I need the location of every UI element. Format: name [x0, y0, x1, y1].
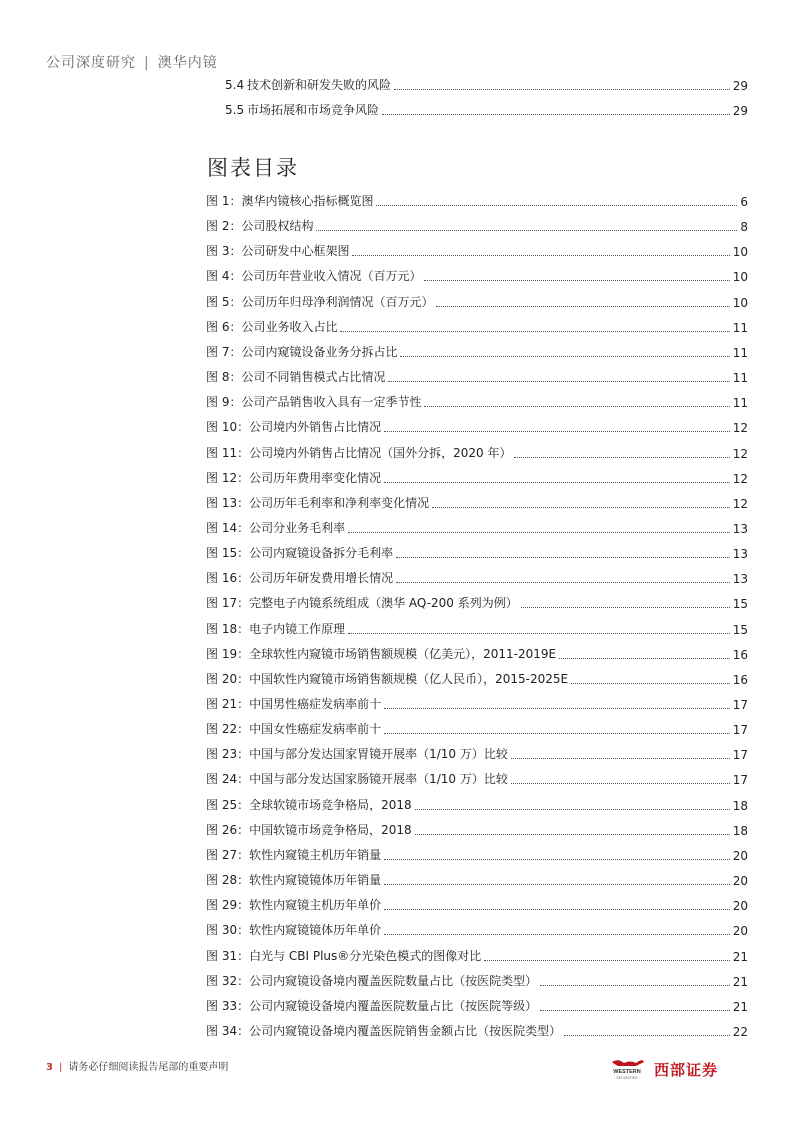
leader-dots — [540, 984, 730, 986]
figure-label: 图 5：公司历年归母净利润情况（百万元） — [206, 294, 434, 309]
figure-label: 图 24：中国与部分发达国家肠镜开展率（1/10 万）比较 — [206, 772, 508, 787]
figure-list-item[interactable] — [206, 470, 748, 486]
leader-dots — [511, 782, 730, 784]
figure-page-number: 11 — [732, 320, 748, 335]
leader-dots — [424, 405, 729, 407]
figure-list-item[interactable] — [206, 218, 748, 234]
leader-dots — [384, 732, 730, 734]
footer-disclaimer: 请务必仔细阅读报告尾部的重要声明 — [68, 1062, 229, 1073]
figure-page-number: 20 — [732, 848, 748, 863]
leader-dots — [514, 456, 729, 458]
figure-list-item[interactable] — [206, 847, 748, 863]
figure-page-number: 16 — [732, 647, 748, 662]
figure-label: 图 21：中国男性癌症发病率前十 — [206, 697, 382, 711]
figure-page-number: 10 — [732, 270, 748, 285]
figure-list-item[interactable] — [206, 797, 748, 813]
toc-section-label — [225, 76, 391, 93]
figure-list-title: 图表目录 — [207, 156, 299, 180]
figure-page-number: 6 — [740, 195, 748, 209]
figure-label: 图 2：公司股权结构 — [206, 219, 314, 234]
leader-dots — [316, 229, 737, 231]
figure-label: 图 20：中国软性内窥镜市场销售额规模（亿人民币），2015-2025E — [206, 671, 569, 686]
leader-dots — [396, 581, 730, 583]
leader-dots — [415, 808, 730, 810]
figure-page-number: 17 — [732, 773, 748, 788]
figure-page-number: 17 — [732, 698, 748, 712]
figure-list-item[interactable] — [206, 495, 748, 511]
logo-subtext: SECURITIES — [616, 1076, 638, 1080]
leader-dots — [559, 657, 730, 659]
toc-section-text: 市场拓展和市场竞争风险 — [247, 103, 380, 117]
figure-list-item[interactable] — [206, 721, 748, 737]
leader-dots — [564, 1034, 730, 1036]
toc-section-label — [225, 101, 379, 118]
leader-dots — [388, 380, 729, 382]
toc-section-row[interactable] — [225, 102, 748, 118]
figure-list-item[interactable] — [206, 696, 748, 712]
figure-label: 图 16：公司历年研发费用增长情况 — [206, 571, 394, 586]
brand-name: 西部证券 — [654, 1060, 719, 1079]
figure-list-item[interactable] — [206, 897, 748, 913]
figure-page-number: 13 — [732, 547, 748, 562]
leader-dots — [521, 606, 730, 608]
figure-list-item[interactable] — [206, 294, 748, 310]
header-company-type: 公司深度研究 — [46, 55, 136, 71]
figure-label: 图 32：公司内窥镜设备境内覆盖医院数量占比（按医院类型） — [206, 973, 538, 988]
toc-page-number: 29 — [732, 79, 748, 93]
figure-page-number: 13 — [732, 521, 748, 536]
figure-page-number: 18 — [732, 798, 748, 813]
figure-label: 图 31：白光与 CBI Plus®分光染色模式的图像对比 — [206, 948, 482, 963]
leader-dots — [352, 254, 729, 256]
leader-dots — [384, 707, 730, 709]
leader-dots — [348, 632, 730, 634]
figure-page-number: 18 — [732, 823, 748, 838]
leader-dots — [484, 959, 729, 961]
figure-label: 图 10：公司境内外销售占比情况 — [206, 420, 382, 435]
figure-label: 图 8：公司不同销售模式占比情况 — [206, 370, 386, 385]
figure-label: 图 13：公司历年毛利率和净利率变化情况 — [206, 495, 430, 510]
figure-list-item[interactable] — [206, 344, 748, 360]
figure-list-item[interactable] — [206, 570, 748, 586]
figure-list-item[interactable] — [206, 445, 748, 461]
figure-list-item[interactable] — [206, 369, 748, 385]
figure-page-number: 15 — [732, 597, 748, 612]
figure-page-number: 21 — [732, 949, 748, 964]
figure-list-item[interactable] — [206, 646, 748, 662]
figure-label: 图 23：中国与部分发达国家胃镜开展率（1/10 万）比较 — [206, 747, 508, 762]
figure-list-item[interactable] — [206, 621, 748, 637]
figure-page-number: 11 — [732, 345, 748, 360]
figure-label: 图 11：公司境内外销售占比情况（国外分拆，2020 年） — [206, 445, 512, 460]
figure-label: 图 28：软性内窥镜镜体历年销量 — [206, 873, 382, 888]
toc-section-text: 技术创新和研发失败的风险 — [247, 78, 392, 92]
figure-list-item[interactable] — [206, 595, 748, 611]
figure-label: 图 19：全球软性内窥镜市场销售额规模（亿美元），2011-2019E — [206, 646, 557, 661]
logo-text: WESTERN — [613, 1069, 641, 1075]
figure-page-number: 17 — [732, 723, 748, 738]
figure-label: 图 12：公司历年费用率变化情况 — [206, 470, 382, 485]
figure-list-item[interactable] — [206, 243, 748, 259]
figure-label: 图 30：软性内窥镜镜体历年单价 — [206, 923, 382, 938]
figure-page-number: 20 — [732, 874, 748, 889]
figure-label: 图 22：中国女性癌症发病率前十 — [206, 722, 382, 737]
bull-logo-icon — [606, 1058, 648, 1080]
leader-dots — [376, 204, 737, 206]
figure-label: 图 29：软性内窥镜主机历年单价 — [206, 898, 382, 913]
leader-dots — [340, 330, 729, 332]
toc-section-number: 5.4 — [225, 78, 245, 92]
figure-page-number: 11 — [732, 371, 748, 386]
figure-page-number: 12 — [732, 446, 748, 461]
leader-dots — [436, 305, 729, 307]
figure-list-item[interactable] — [206, 394, 748, 410]
figure-label: 图 17：完整电子内镜系统组成（澳华 AQ-200 系列为例） — [206, 596, 518, 611]
figure-page-number: 21 — [732, 999, 748, 1014]
leader-dots — [571, 682, 730, 684]
figure-list-item[interactable] — [206, 671, 748, 687]
leader-dots — [384, 430, 730, 432]
leader-dots — [424, 279, 729, 281]
figure-label: 图 34：公司内窥镜设备境内覆盖医院销售金额占比（按医院类型） — [206, 1023, 562, 1038]
leader-dots — [400, 355, 729, 357]
figure-list-item[interactable] — [206, 193, 748, 209]
leader-dots — [384, 908, 730, 910]
page-header — [46, 52, 218, 72]
figure-list-item[interactable] — [206, 771, 748, 787]
figure-list-item[interactable] — [206, 872, 748, 888]
figure-label: 图 1：澳华内镜核心指标概览图 — [206, 194, 374, 208]
figure-list-item[interactable] — [206, 822, 748, 838]
figure-list-item[interactable] — [206, 520, 748, 536]
figure-page-number: 12 — [732, 421, 748, 436]
figure-page-number: 11 — [732, 396, 748, 411]
figure-list-item[interactable] — [206, 998, 748, 1014]
page-number: 3 — [46, 1062, 53, 1073]
figure-page-number: 10 — [732, 245, 748, 260]
figure-list-item[interactable] — [206, 319, 748, 335]
figure-list-item[interactable] — [206, 419, 748, 435]
figure-label: 图 15：公司内窥镜设备拆分毛利率 — [206, 546, 394, 561]
leader-dots — [396, 556, 730, 558]
figure-list-item[interactable] — [206, 973, 748, 989]
figure-label: 图 18：电子内镜工作原理 — [206, 621, 346, 636]
figure-label: 图 25：全球软镜市场竞争格局，2018 — [206, 797, 412, 812]
figure-label: 图 7：公司内窥镜设备业务分拆占比 — [206, 344, 398, 359]
western-securities-logo — [606, 1058, 718, 1080]
leader-dots — [394, 88, 730, 90]
figure-page-number: 20 — [732, 899, 748, 914]
figure-list-item[interactable] — [206, 1023, 748, 1039]
figure-label: 图 6：公司业务收入占比 — [206, 319, 338, 334]
figure-label: 图 3：公司研发中心框架图 — [206, 244, 350, 259]
leader-dots — [384, 858, 730, 860]
figure-page-number: 15 — [732, 622, 748, 637]
header-separator: | — [144, 55, 150, 71]
figure-page-number: 10 — [732, 295, 748, 310]
figure-page-number: 22 — [732, 1024, 748, 1039]
figure-label: 图 27：软性内窥镜主机历年销量 — [206, 847, 382, 862]
leader-dots — [415, 833, 730, 835]
toc-section-row[interactable] — [225, 77, 748, 93]
leader-dots — [382, 113, 730, 115]
figure-page-number: 12 — [732, 496, 748, 511]
figure-list-item[interactable] — [206, 746, 748, 762]
figure-label: 图 26：中国软镜市场竞争格局，2018 — [206, 822, 412, 837]
leader-dots — [384, 883, 730, 885]
figure-label: 图 4：公司历年营业收入情况（百万元） — [206, 269, 422, 284]
leader-dots — [384, 481, 730, 483]
figure-page-number: 12 — [732, 471, 748, 486]
figure-list-item[interactable] — [206, 948, 748, 964]
figure-page-number: 8 — [740, 220, 748, 235]
figure-label: 图 9：公司产品销售收入具有一定季节性 — [206, 395, 422, 410]
figure-label: 图 33：公司内窥镜设备境内覆盖医院数量占比（按医院等级） — [206, 998, 538, 1013]
leader-dots — [432, 506, 730, 508]
footer-separator: | — [58, 1062, 63, 1073]
figure-page-number: 20 — [732, 924, 748, 939]
figure-label: 图 14：公司分业务毛利率 — [206, 520, 346, 535]
leader-dots — [348, 531, 730, 533]
figure-page-number: 17 — [732, 748, 748, 763]
figure-page-number: 13 — [732, 572, 748, 587]
toc-section-number: 5.5 — [225, 103, 245, 117]
leader-dots — [511, 757, 730, 759]
figure-page-number: 21 — [732, 974, 748, 989]
leader-dots — [384, 933, 730, 935]
figure-list-item[interactable] — [206, 268, 748, 284]
page-footer — [46, 1058, 228, 1073]
toc-page-number: 29 — [732, 104, 748, 118]
figure-page-number: 16 — [732, 672, 748, 687]
figure-list-item[interactable] — [206, 922, 748, 938]
leader-dots — [540, 1009, 730, 1011]
header-company-name: 澳华内镜 — [157, 55, 218, 71]
figure-list-item[interactable] — [206, 545, 748, 561]
